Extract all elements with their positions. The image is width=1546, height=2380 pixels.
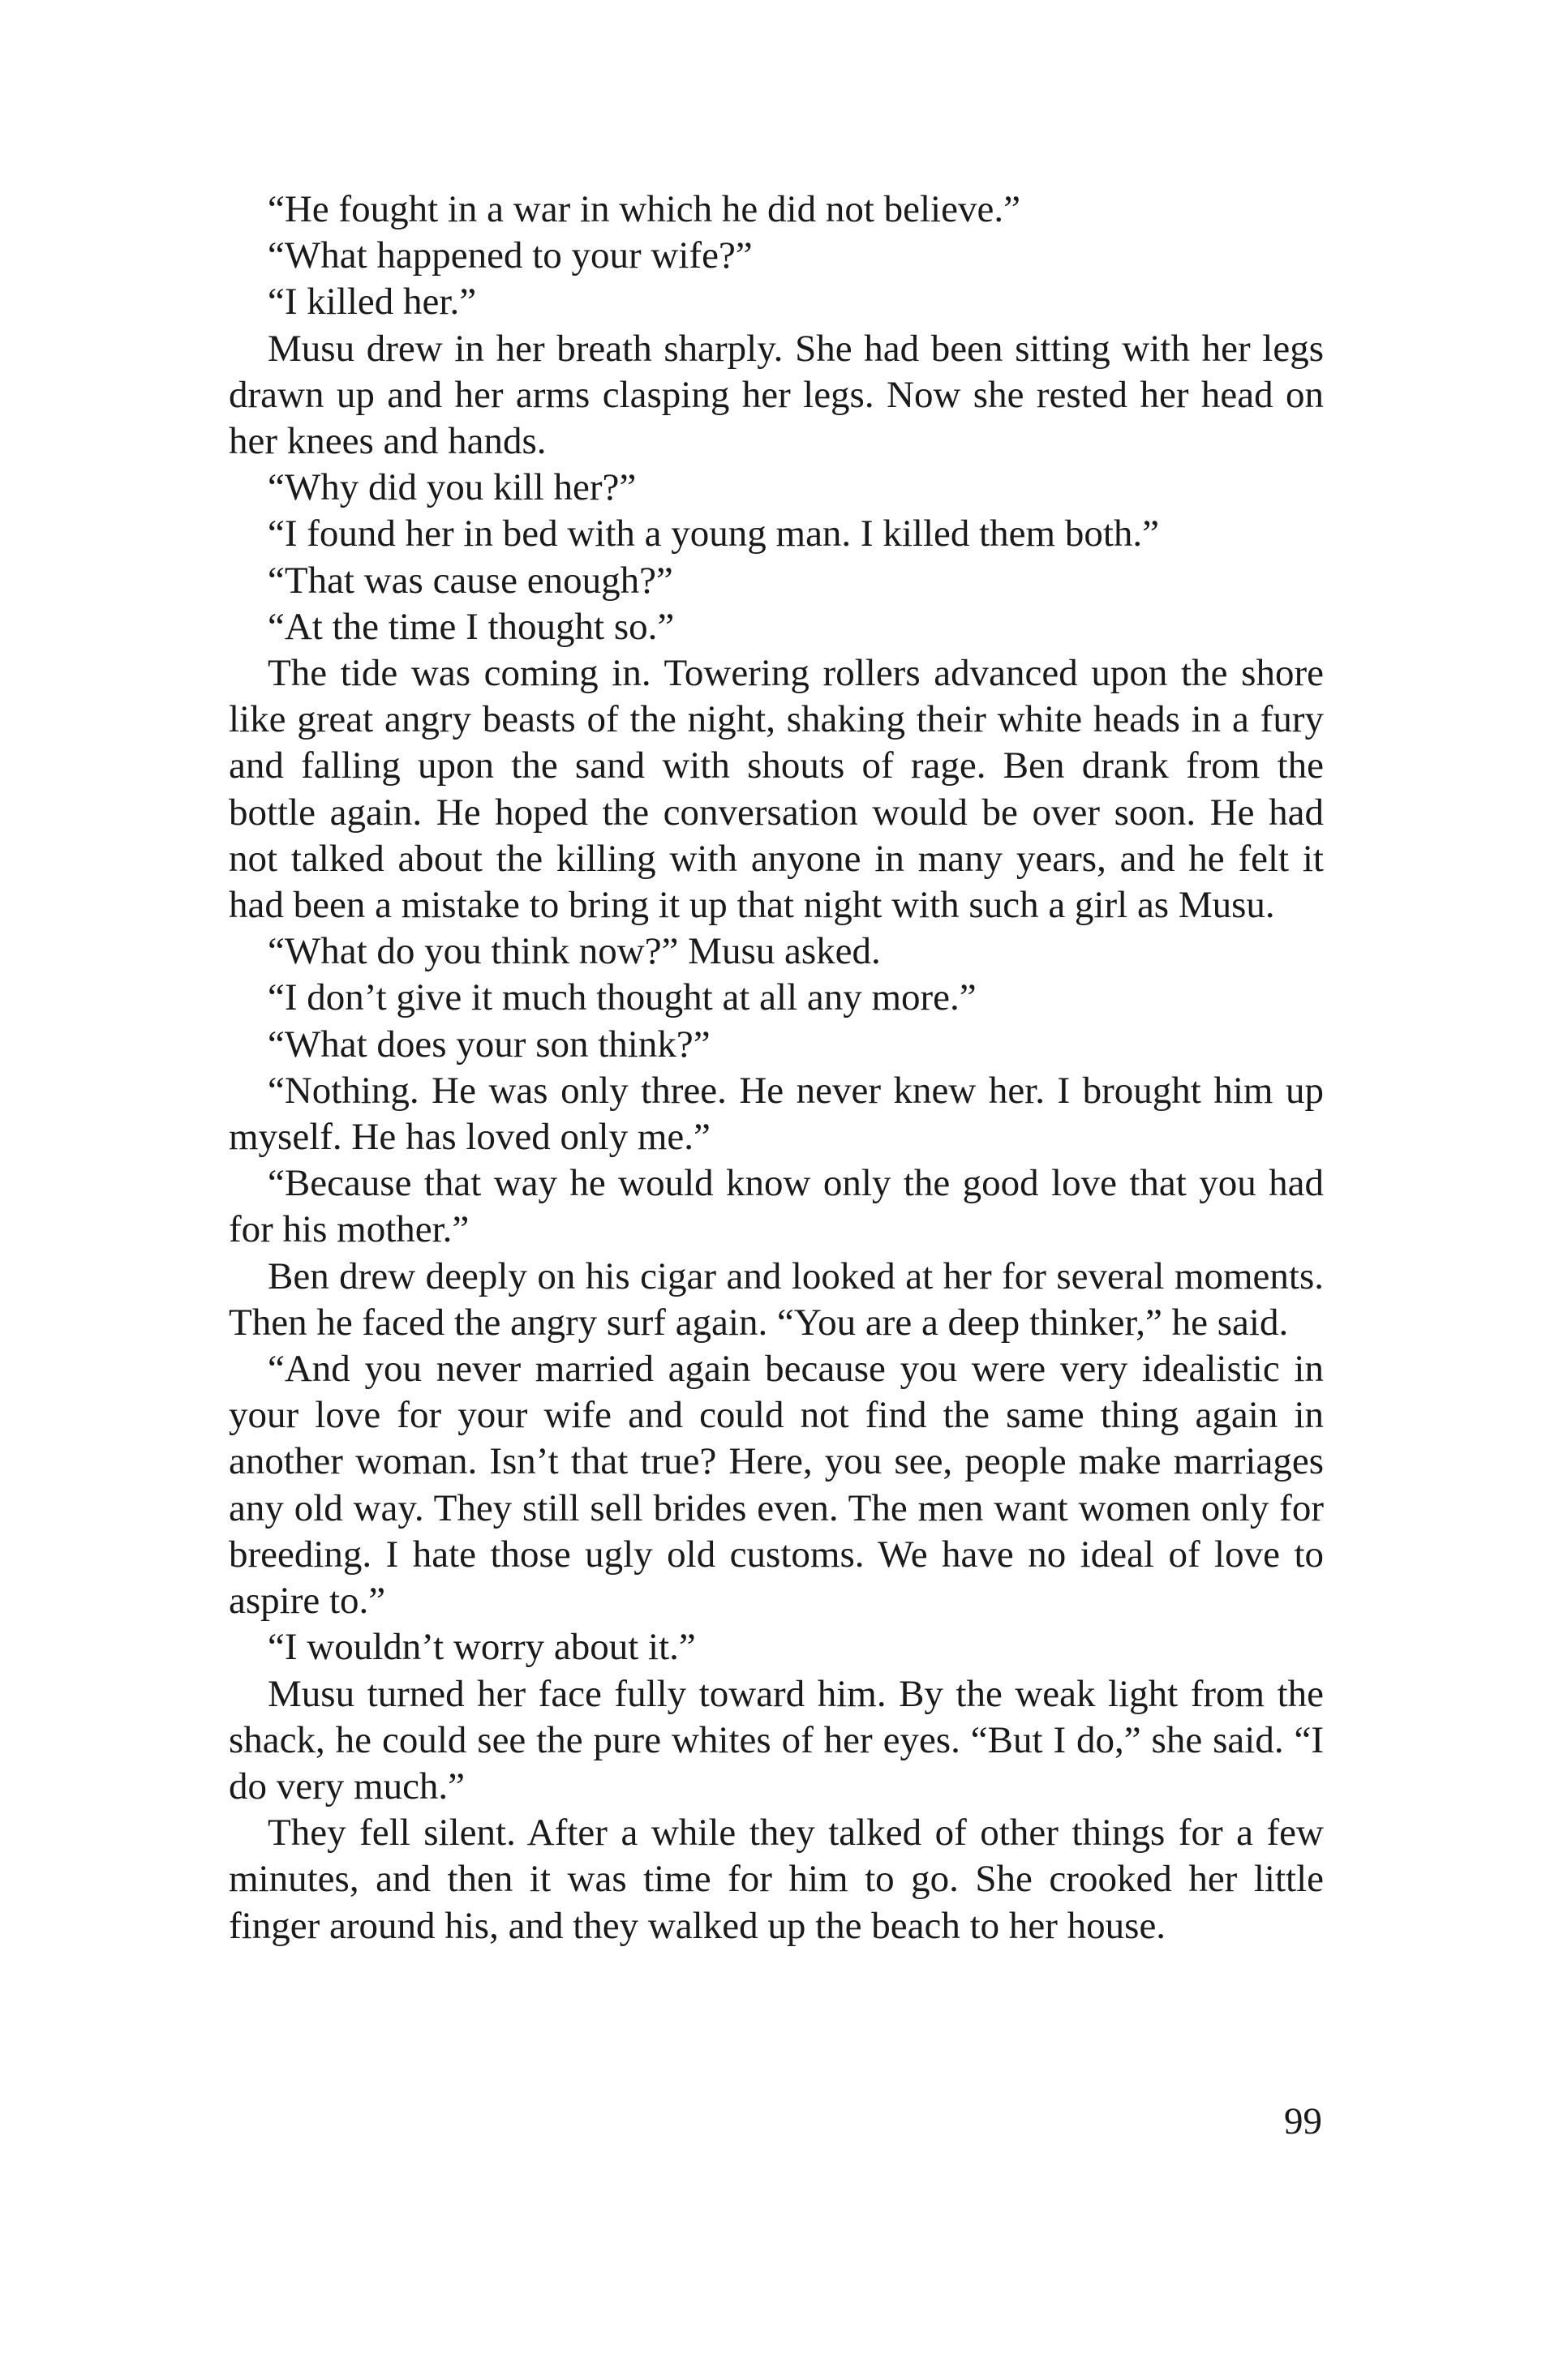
body-text [229,187,1324,1949]
paragraph: “What happened to your wife?” [268,234,753,277]
paragraph: “I killed her.” [268,281,477,324]
paragraph: “That was cause enough?” [268,559,673,602]
paragraph: Ben drew deeply on his cigar and looked at her for several moments. Then he faced the angry surf again. “You are a deep thinker,” he said. [229,1254,1324,1344]
paragraph: They fell silent. After a while they talked of other things for a few minutes, and then it was time for him to go. She crooked her little finger around his, and they walked up the beach to her house. [229,1812,1324,1947]
paragraph: The tide was coming in. Towering rollers advanced upon the shore like great angry beasts of the night, shaking their white heads in a fury and falling upon the sand with shouts of rage. Ben drank from the bottle again. He hoped the conversation would be over soon. He had not talked about the killing with anyone in many years, and he felt it had been a mistake to bring it up that night with such a girl as Musu. [229,652,1324,927]
paragraph: Musu drew in her breath sharply. She had been sitting with her legs drawn up and her arms clasping her legs. Now she rested her head on her knees and hands. [229,327,1324,463]
paragraph: “Because that way he would know only the good love that you had for his mother.” [229,1162,1324,1251]
paragraph: “At the time I thought so.” [268,605,675,648]
paragraph: Musu turned her face fully toward him. By the weak light from the shack, he could see the pure whites of her eyes. “But I do,” she said. “I do very much.” [229,1672,1324,1808]
paragraph: “I found her in bed with a young man. I killed them both.” [268,512,1160,555]
paragraph: “Nothing. He was only three. He never knew her. I brought him up myself. He has loved only me.” [229,1069,1324,1159]
page-number: 99 [1284,2100,1322,2142]
paragraph: “What does your son think?” [268,1023,711,1066]
paragraph: “What do you think now?” Musu asked. [268,930,881,973]
paragraph: “I wouldn’t worry about it.” [268,1626,696,1669]
paragraph: “And you never married again because you were very idealistic in your love for your wife and could not find the same thing again in another woman. Isn’t that true? Here, you see, people make marriages any old way. They still sell brides even. The men want women only for breeding. I hate those ugly old customs. We have no ideal of love to aspire to.” [229,1348,1324,1623]
paragraph: “I don’t give it much thought at all any more.” [268,976,977,1019]
paragraph: “He fought in a war in which he did not believe.” [268,188,1020,230]
paragraph: “Why did you kill her?” [268,466,637,509]
